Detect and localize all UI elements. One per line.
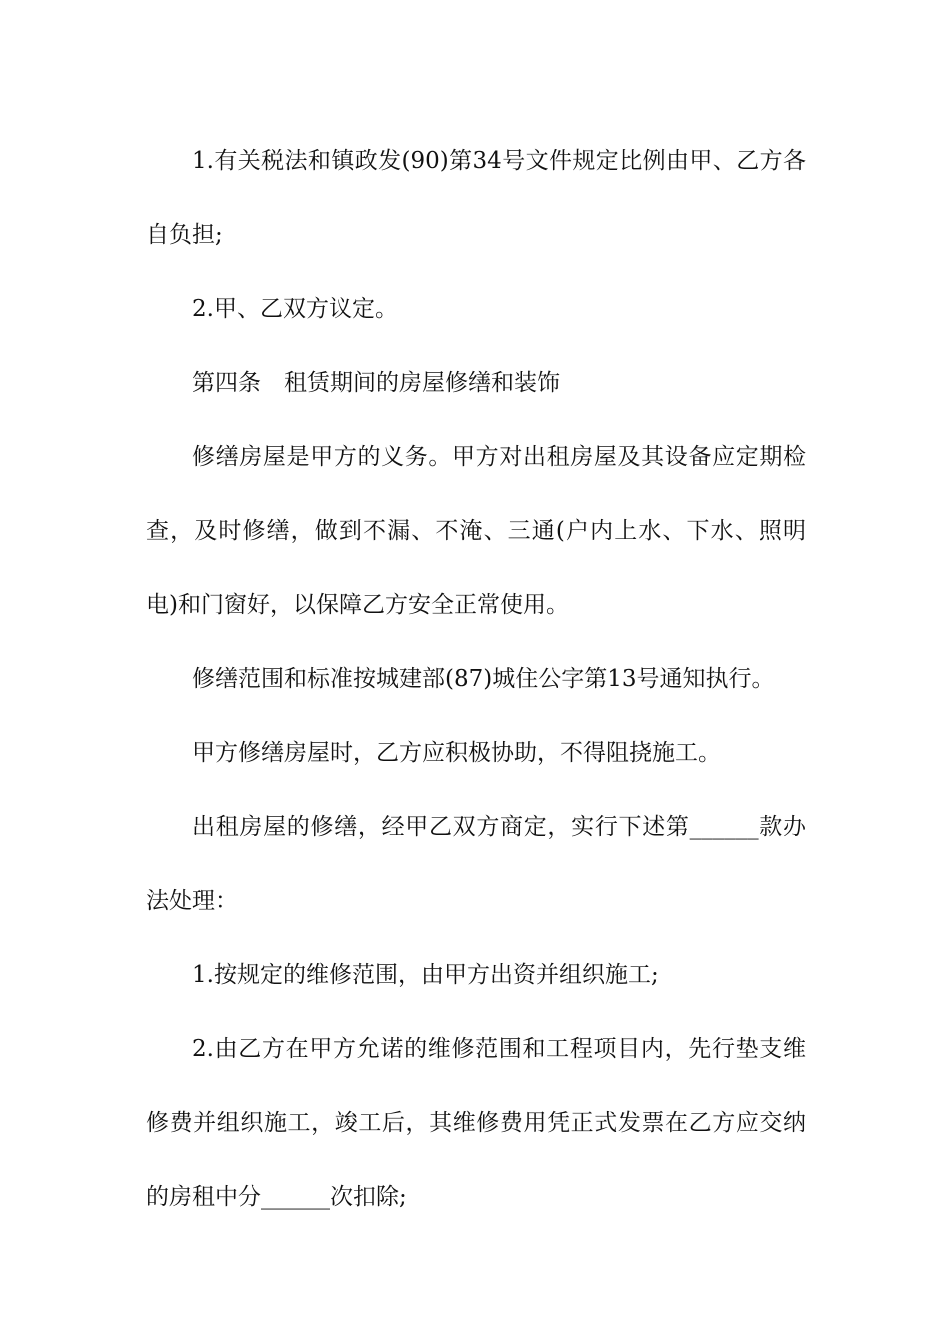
document-body — [146, 124, 806, 1234]
paragraph-method-option-2: 2.由乙方在甲方允诺的维修范围和工程项目内，先行垫支维修费并组织施工，竣工后，其维修费用凭正式发票在乙方应交纳的房租中分______次扣除; — [146, 1036, 806, 1210]
paragraph-repair-method: 出租房屋的修缮，经甲乙双方商定，实行下述第______款办法处理： — [146, 814, 806, 914]
paragraph-cooperation: 甲方修缮房屋时，乙方应积极协助，不得阻挠施工。 — [192, 740, 721, 766]
paragraph-repair-duty: 修缮房屋是甲方的义务。甲方对出租房屋及其设备应定期检查，及时修缮，做到不漏、不淹、三通(户内上水、下水、照明电)和门窗好，以保障乙方安全正常使用。 — [146, 444, 806, 618]
paragraph-repair-scope: 修缮范围和标准按城建部(87)城住公字第13号通知执行。 — [192, 666, 775, 692]
article-four-heading: 第四条 租赁期间的房屋修缮和装饰 — [192, 370, 560, 396]
paragraph-method-option-1: 1.按规定的维修范围，由甲方出资并组织施工; — [192, 962, 659, 988]
paragraph-tax-clause-2: 2.甲、乙双方议定。 — [192, 296, 398, 322]
paragraph-tax-clause-1: 1.有关税法和镇政发(90)第34号文件规定比例由甲、乙方各自负担; — [146, 148, 806, 248]
